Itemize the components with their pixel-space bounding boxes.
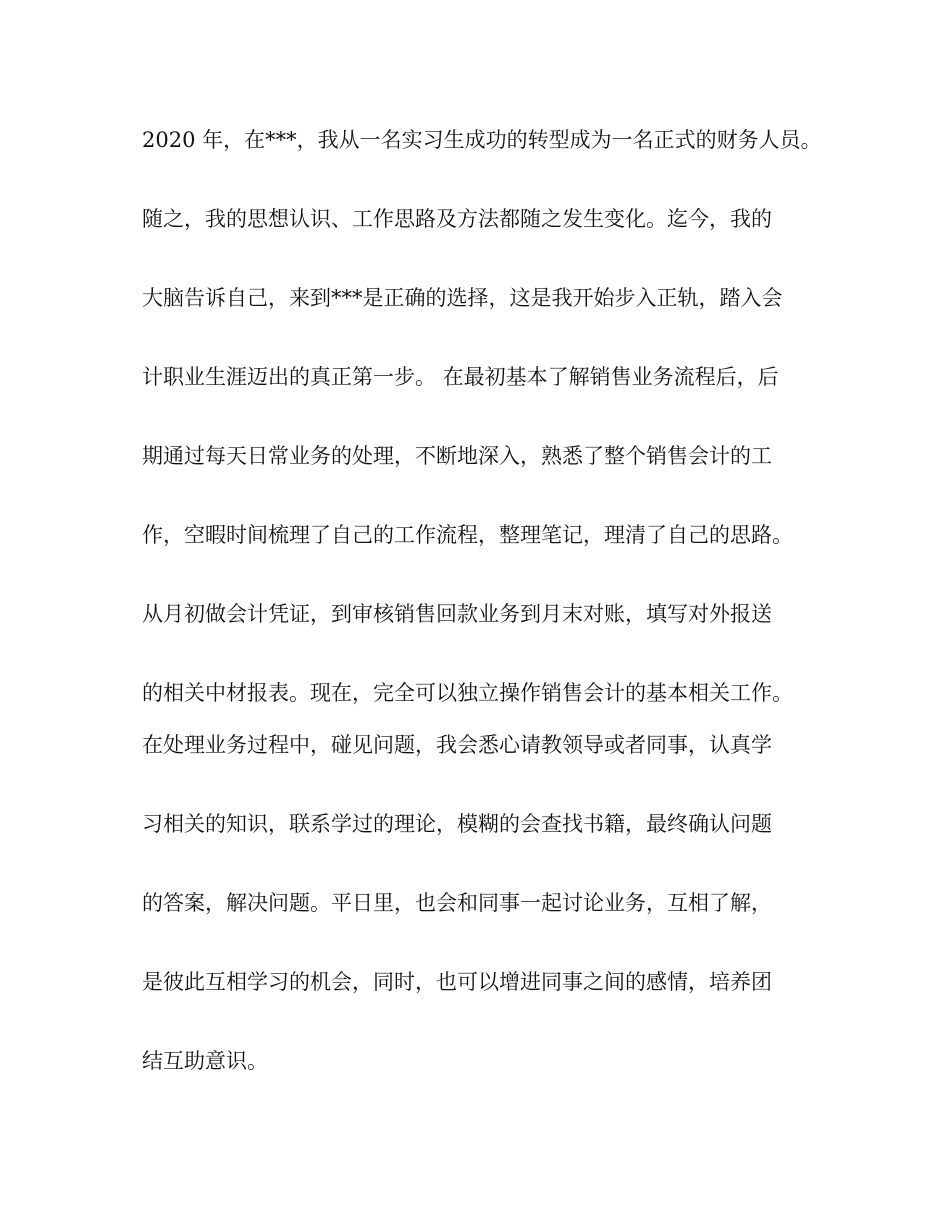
- text-line: 的相关中材报表。现在，完全可以独立操作销售会计的基本相关工作。: [142, 681, 793, 705]
- text-line: 结互助意识。: [142, 1049, 268, 1073]
- text-line: 在处理业务过程中，碰见问题，我会悉心请教领导或者同事，认真学: [142, 733, 772, 757]
- text-line: 是彼此互相学习的机会，同时，也可以增进同事之间的感情，培养团: [142, 970, 772, 994]
- text-line: 期通过每天日常业务的处理，不断地深入，熟悉了整个销售会计的工: [142, 444, 772, 468]
- text-line: 从月初做会计凭证，到审核销售回款业务到月末对账，填写对外报送: [142, 602, 772, 626]
- text-line: 的答案，解决问题。平日里，也会和同事一起讨论业务，互相了解，: [142, 891, 772, 915]
- text-line: 习相关的知识，联系学过的理论，模糊的会查找书籍，最终确认问题: [142, 812, 772, 836]
- text-line: 2020 年，在***，我从一名实习生成功的转型成为一名正式的财务人员。: [142, 128, 822, 152]
- text-line: 作，空暇时间梳理了自己的工作流程，整理笔记，理清了自己的思路。: [142, 523, 793, 547]
- text-line: 大脑告诉自己，来到***是正确的选择，这是我开始步入正轨，踏入会: [142, 286, 783, 310]
- text-line: 计职业生涯迈出的真正第一步。 在最初基本了解销售业务流程后，后: [142, 365, 779, 389]
- body-paragraph: [142, 128, 842, 1074]
- text-line: 随之，我的思想认识、工作思路及方法都随之发生变化。迄今，我的: [142, 207, 772, 231]
